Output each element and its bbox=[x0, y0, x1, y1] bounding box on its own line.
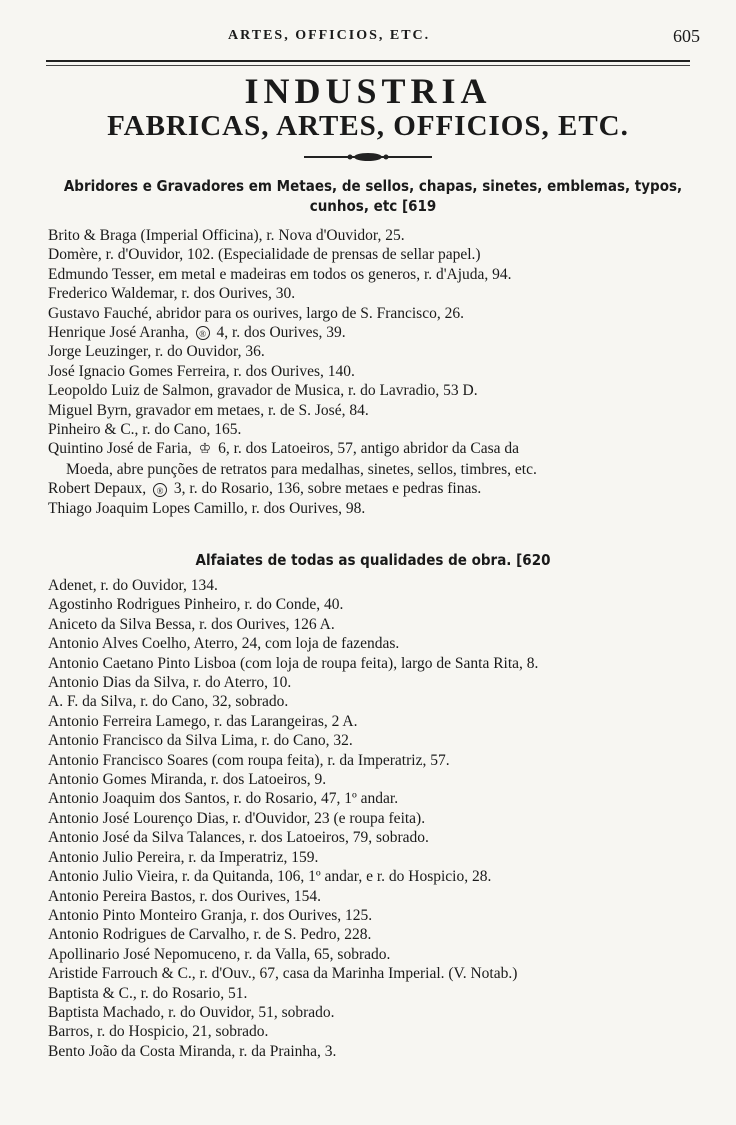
list-item: Antonio Caetano Pinto Lisboa (com loja de roupa feita), largo de Santa Rita, 8. bbox=[48, 654, 539, 672]
entry-address: 6, r. dos Latoeiros, 57, antigo abridor da Casa da bbox=[218, 440, 519, 458]
list-item: Antonio Julio Pereira, r. da Imperatriz, 159. bbox=[48, 848, 319, 866]
list-item: A. F. da Silva, r. do Cano, 32, sobrado. bbox=[48, 693, 289, 711]
list-item: Brito & Braga (Imperial Officina), r. Nova d'Ouvidor, 25. bbox=[48, 227, 405, 244]
list-item: Antonio José Lourenço Dias, r. d'Ouvidor, 23 (e roupa feita). bbox=[48, 809, 426, 827]
list-item: Antonio Gomes Miranda, r. dos Latoeiros, 9. bbox=[48, 771, 327, 789]
list-item: Thiago Joaquim Lopes Camillo, r. dos Ourives, 98. bbox=[48, 499, 366, 517]
entry-name: Robert Depaux, bbox=[48, 480, 147, 498]
section-header-abridores bbox=[46, 176, 700, 216]
list-item: Antonio Alves Coelho, Aterro, 24, com loja de fazendas. bbox=[48, 635, 400, 653]
list-item: Antonio Joaquim dos Santos, r. do Rosario, 47, 1º andar. bbox=[48, 790, 399, 808]
list-item: Antonio Julio Vieira, r. da Quitanda, 106, 1º andar, e r. do Hospicio, 28. bbox=[48, 868, 492, 886]
list-item: Edmundo Tesser, em metal e madeiras em todos os generos, r. d'Ajuda, 94. bbox=[48, 265, 512, 283]
list-item: Frederico Waldemar, r. dos Ourives, 30. bbox=[48, 285, 296, 303]
list-item: Jorge Leuzinger, r. do Ouvidor, 36. bbox=[48, 343, 265, 361]
section-header-line: cunhos, etc [619 bbox=[309, 197, 437, 215]
list-item: Barros, r. do Hospicio, 21, sobrado. bbox=[48, 1023, 269, 1041]
list-item: Leopoldo Luiz de Salmon, gravador de Musica, r. do Lavradio, 53 D. bbox=[48, 382, 478, 400]
list-item: Baptista Machado, r. do Ouvidor, 51, sobrado. bbox=[48, 1003, 335, 1021]
section-header-line: Abridores e Gravadores em Metaes, de sellos, chapas, sinetes, emblemas, typos, bbox=[63, 177, 683, 195]
main-title: INDUSTRIA bbox=[244, 71, 492, 111]
entry-address: 3, r. do Rosario, 136, sobre metaes e pedras finas. bbox=[173, 480, 482, 498]
list-item: Antonio Rodrigues de Carvalho, r. de S. Pedro, 228. bbox=[48, 926, 372, 944]
list-item: Antonio Pinto Monteiro Granja, r. dos Ourives, 125. bbox=[48, 906, 373, 924]
list-item: Apollinario José Nepomuceno, r. da Valla, 65, sobrado. bbox=[48, 945, 391, 963]
running-title: ARTES, OFFICIOS, ETC. bbox=[228, 28, 431, 43]
entry-address: 4, r. dos Ourives, 39. bbox=[216, 324, 346, 342]
list-item bbox=[48, 323, 698, 342]
list-item: Aristide Farrouch & C., r. d'Ouv., 67, casa da Marinha Imperial. (V. Notab.) bbox=[48, 965, 518, 983]
header-rule bbox=[46, 60, 690, 62]
list-item: Pinheiro & C., r. do Cano, 165. bbox=[48, 421, 242, 439]
list-item: Baptista & C., r. do Rosario, 51. bbox=[48, 984, 248, 1002]
page-number: 605 bbox=[673, 26, 700, 46]
list-item: Adenet, r. do Ouvidor, 134. bbox=[48, 577, 218, 594]
section-header-line: Alfaiates de todas as qualidades de obra. [620 bbox=[195, 551, 551, 569]
list-item: Antonio Francisco da Silva Lima, r. do Cano, 32. bbox=[48, 732, 353, 750]
list-item bbox=[48, 439, 698, 459]
list-item: Miguel Byrn, gravador em metaes, r. de S. José, 84. bbox=[48, 401, 369, 419]
coat-of-arms-icon: ® bbox=[153, 483, 167, 497]
entry-list-alfaiates bbox=[48, 576, 698, 1061]
crown-icon: ♔ bbox=[198, 442, 212, 458]
entry-list-abridores bbox=[48, 226, 698, 518]
running-head bbox=[0, 28, 736, 52]
list-item: José Ignacio Gomes Ferreira, r. dos Ourives, 140. bbox=[48, 362, 355, 380]
list-item: Domère, r. d'Ouvidor, 102. (Especialidade de prensas de sellar papel.) bbox=[48, 246, 481, 264]
list-item: Antonio Dias da Silva, r. do Aterro, 10. bbox=[48, 674, 292, 692]
list-item: Antonio José da Silva Talances, r. dos Latoeiros, 79, sobrado. bbox=[48, 829, 429, 847]
coat-of-arms-icon: ® bbox=[196, 326, 210, 340]
sub-title: FABRICAS, ARTES, OFFICIOS, ETC. bbox=[107, 110, 629, 142]
list-item: Antonio Pereira Bastos, r. dos Ourives, 154. bbox=[48, 887, 321, 905]
ornament-divider-icon bbox=[304, 152, 432, 162]
list-item-continuation: Moeda, abre punções de retratos para medalhas, sinetes, sellos, timbres, etc. bbox=[66, 460, 537, 478]
list-item: Antonio Ferreira Lamego, r. das Larangeiras, 2 A. bbox=[48, 712, 358, 730]
list-item: Aniceto da Silva Bessa, r. dos Ourives, 126 A. bbox=[48, 615, 335, 633]
entry-name: Quintino José de Faria, bbox=[48, 440, 192, 458]
header-rule-thin bbox=[46, 65, 690, 66]
list-item: Bento João da Costa Miranda, r. da Prainha, 3. bbox=[48, 1042, 337, 1060]
list-item bbox=[48, 479, 698, 498]
list-item: Agostinho Rodrigues Pinheiro, r. do Conde, 40. bbox=[48, 596, 344, 614]
list-item: Gustavo Fauché, abridor para os ourives, largo de S. Francisco, 26. bbox=[48, 304, 464, 322]
list-item: Antonio Francisco Soares (com roupa feita), r. da Imperatriz, 57. bbox=[48, 751, 450, 769]
entry-name: Henrique José Aranha, bbox=[48, 324, 189, 342]
section-header-alfaiates bbox=[46, 550, 700, 570]
